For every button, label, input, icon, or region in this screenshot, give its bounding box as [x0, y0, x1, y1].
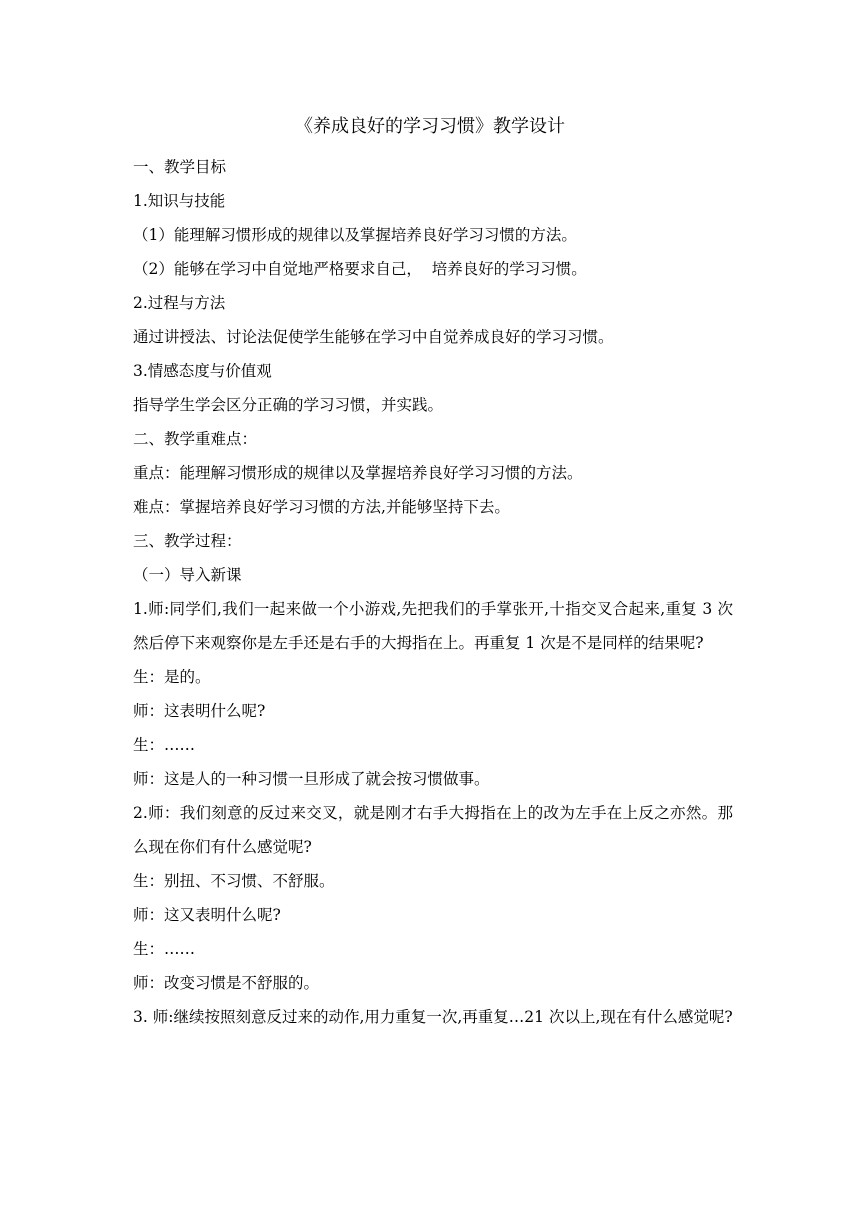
dialogue-paragraph: 1.师:同学们,我们一起来做一个小游戏,先把我们的手掌张开,十指交叉合起来,重复 3 次然后停下来观察你是左手还是右手的大拇指在上。再重复 1 次是不是同样的结果呢? — [133, 600, 733, 652]
subheading-knowledge-skills: 1.知识与技能 — [133, 192, 226, 210]
section-heading-objectives: 一、教学目标 — [133, 158, 227, 176]
difficult-point: 难点：掌握培养良好学习习惯的方法,并能够坚持下去。 — [133, 498, 510, 516]
section-heading-process: 三、教学过程： — [133, 532, 242, 550]
dialogue-line: 师：这又表明什么呢? — [133, 906, 281, 924]
document-title: 《养成良好的学习习惯》教学设计 — [295, 116, 565, 137]
key-point: 重点：能理解习惯形成的规律以及掌握培养良好学习习惯的方法。 — [133, 464, 583, 482]
paragraph: 指导学生学会区分正确的学习习惯，并实践。 — [133, 396, 444, 414]
list-item: （2）能够在学习中自觉地严格要求自己， 培养良好的学习习惯。 — [133, 260, 587, 278]
dialogue-line: 师：这是人的一种习惯一旦形成了就会按习惯做事。 — [133, 770, 490, 788]
subheading-emotion-values: 3.情感态度与价值观 — [133, 362, 272, 380]
subheading-introduction: （一）导入新课 — [133, 566, 242, 584]
subheading-process-methods: 2.过程与方法 — [133, 294, 226, 312]
dialogue-line: 生：…… — [133, 940, 196, 958]
dialogue-line: 师：这表明什么呢? — [133, 702, 266, 720]
dialogue-paragraph: 2.师：我们刻意的反过来交叉，就是刚才右手大拇指在上的改为左手在上反之亦然。那么现在你们有什么感觉呢? — [133, 804, 733, 856]
dialogue-line: 生：别扭、不习惯、不舒服。 — [133, 872, 335, 890]
dialogue-line: 师：改变习惯是不舒服的。 — [133, 974, 320, 992]
section-heading-key-points: 二、教学重难点： — [133, 430, 258, 448]
dialogue-paragraph: 3. 师:继续按照刻意反过来的动作,用力重复一次,再重复…21 次以上,现在有什么感觉呢? — [133, 1008, 733, 1026]
dialogue-line: 生：是的。 — [133, 668, 211, 686]
document-body — [133, 150, 733, 1034]
paragraph: 通过讲授法、讨论法促使学生能够在学习中自觉养成良好的学习习惯。 — [133, 328, 614, 346]
dialogue-line: 生：…… — [133, 736, 196, 754]
list-item: （1）能理解习惯形成的规律以及掌握培养良好学习习惯的方法。 — [133, 226, 577, 244]
